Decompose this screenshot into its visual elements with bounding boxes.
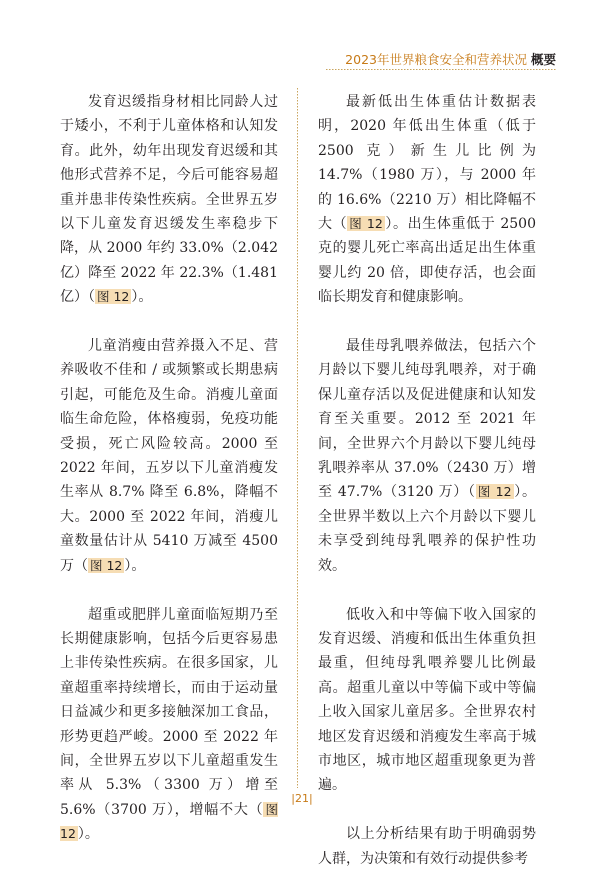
paragraph-low-birthweight bbox=[318, 90, 536, 310]
paragraph-tail: ）。 bbox=[131, 289, 153, 306]
paragraph-conclusion bbox=[318, 822, 536, 871]
paragraph-text: 儿童消瘦由营养摄入不足、营养吸收不佳和 / 或频繁或长期患病引起，可能危及生命。消瘦儿童面临生命危险，体格瘦弱，免疫功能受损，死亡风险较高。2000 至 2022 年间，五岁以下儿童消瘦发生率从 8.7% 降至 6.8%，降幅不大。2000 至 2022 年间，消瘦儿童数量估计从 5410 万减至 4500 万（ bbox=[60, 338, 278, 574]
paragraph-stunting bbox=[60, 90, 278, 310]
paragraph-tail: ）。 bbox=[124, 557, 146, 574]
paragraph-breastfeeding bbox=[318, 334, 536, 578]
paragraph-text: 超重或肥胖儿童面临短期乃至长期健康影响，包括今后更容易患上非传染性疾病。在很多国家，儿童超重率持续增长，而由于运动量日益减少和更多接触深加工食品，形势更趋严峻。2000 至 2022 年间，全世界五岁以下儿童超重发生率从 5.3%（3300 万）增至 5.6%（3700 万），增幅不大（ bbox=[60, 606, 278, 818]
column-divider bbox=[297, 88, 298, 788]
page-number: |21| bbox=[291, 792, 313, 805]
header-divider bbox=[326, 69, 556, 70]
right-column bbox=[318, 90, 536, 895]
figure-reference[interactable]: 图 12 bbox=[477, 484, 512, 500]
paragraph-text: 最佳母乳喂养做法，包括六个月龄以下婴儿纯母乳喂养，对于确保儿童存活以及促进健康和认知发育至关重要。2012 至 2021 年间，全世界六个月龄以下婴儿纯母乳喂养率从 37.0%（2430 万）增至 47.7%（3120 万）（ bbox=[318, 338, 536, 501]
figure-reference[interactable]: 图 12 bbox=[349, 216, 383, 232]
paragraph-tail: ）。 bbox=[77, 826, 99, 843]
paragraph-text: 低收入和中等偏下收入国家的发育迟缓、消瘦和低出生体重负担最重，但纯母乳喂养婴儿比例最高。超重儿童以中等偏下或中等偏上收入国家儿童居多。全世界农村地区发育迟缓和消瘦发生率高于城市地区，城市地区超重现象更为普遍。 bbox=[318, 606, 536, 794]
left-column bbox=[60, 90, 278, 871]
figure-reference[interactable]: 图 12 bbox=[97, 289, 130, 305]
paragraph-text: 发育迟缓指身材相比同龄人过于矮小，不利于儿童体格和认知发育。此外，幼年出现发育迟缓和其他形式营养不足，今后可能容易超重并患非传染性疾病。全世界五岁以下儿童发育迟缓发生率稳步下降，从 2000 年约 33.0%（2.042 亿）降至 2022 年 22.3%（1.481 亿）（ bbox=[60, 94, 278, 306]
paragraph-income-disparity bbox=[318, 603, 536, 798]
paragraph-wasting bbox=[60, 334, 278, 578]
figure-reference[interactable]: 图 12 bbox=[60, 801, 278, 842]
paragraph-text: 最新低出生体重估计数据表明，2020 年低出生体重（低于 2500 克）新生儿比例为 14.7%（1980 万），与 2000 年的 16.6%（2210 万）相比降幅不大（ bbox=[318, 94, 536, 233]
paragraph-tail: ）。全世界半数以上六个月龄以下婴儿未享受到纯母乳喂养的保护性功效。 bbox=[318, 484, 536, 574]
header-section: 概要 bbox=[530, 52, 556, 67]
paragraph-tail: ）。出生体重低于 2500 克的婴儿死亡率高出适足出生体重婴儿约 20 倍，即使存活，也会面临长期发育和健康影响。 bbox=[318, 216, 536, 306]
paragraph-overweight bbox=[60, 603, 278, 847]
running-header bbox=[345, 50, 556, 68]
header-title: 2023年世界粮食安全和营养状况 bbox=[345, 52, 527, 67]
figure-reference[interactable]: 图 12 bbox=[90, 557, 123, 573]
paragraph-text: 以上分析结果有助于明确弱势人群，为决策和有效行动提供参考 bbox=[318, 826, 536, 867]
